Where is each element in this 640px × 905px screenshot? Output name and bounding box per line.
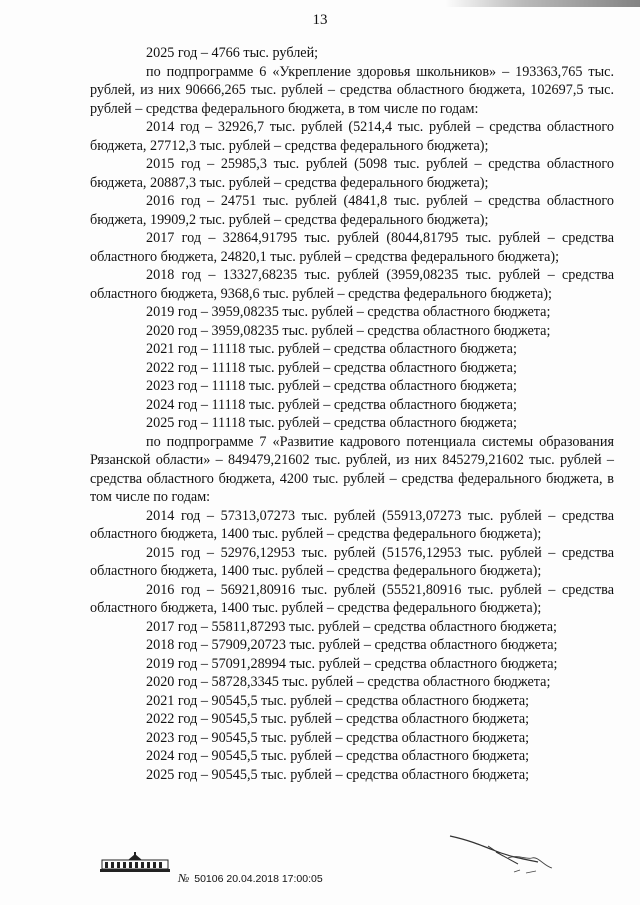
body-paragraph: 2015 год – 25985,3 тыс. рублей (5098 тыс. рублей – средства областного бюджета, 20887,3 тыс. рублей – средства федерального бюджета); — [90, 156, 614, 191]
body-paragraph: 2024 год – 90545,5 тыс. рублей – средства областного бюджета; — [146, 748, 530, 764]
body-paragraph: 2025 год – 11118 тыс. рублей – средства областного бюджета; — [146, 415, 517, 431]
page-number: 13 — [312, 12, 328, 28]
body-paragraph: 2022 год – 11118 тыс. рублей – средства областного бюджета; — [146, 359, 517, 376]
body-paragraph: 2016 год – 24751 тыс. рублей (4841,8 тыс. рублей – средства областного бюджета, 19909,2 тыс. рублей – средства федерального бюджета); — [90, 193, 614, 228]
body-paragraph: 2021 год – 90545,5 тыс. рублей – средства областного бюджета; — [146, 692, 530, 709]
body-paragraph: 2024 год – 11118 тыс. рублей – средства областного бюджета; — [146, 396, 517, 413]
body-paragraph: 2025 год – 90545,5 тыс. рублей – средства областного бюджета; — [146, 766, 530, 783]
body-paragraph: 2018 год – 13327,68235 тыс. рублей (3959,08235 тыс. рублей – средства областного бюджета, 9368,6 тыс. рублей – средства федерального бюджета); — [90, 267, 614, 302]
body-paragraph: 2018 год – 57909,20723 тыс. рублей – средства областного бюджета; — [146, 637, 558, 653]
body-paragraph: 2015 год – 52976,12953 тыс. рублей (51576,12953 тыс. рублей – средства областного бюджета, 1400 тыс. рублей – средства федерального бюджета); — [90, 544, 614, 579]
document-body — [90, 44, 614, 784]
document-registration-mark — [178, 871, 323, 886]
body-paragraph: 2025 год – 4766 тыс. рублей; — [146, 45, 319, 61]
body-paragraph: 2020 год – 58728,3345 тыс. рублей – средства областного бюджета; — [146, 674, 551, 690]
body-paragraph: 2022 год – 90545,5 тыс. рублей – средства областного бюджета; — [146, 711, 530, 727]
body-paragraph: 2017 год – 32864,91795 тыс. рублей (8044,81795 тыс. рублей – средства областного бюджета, 24820,1 тыс. рублей – средства федерального бюджета); — [90, 230, 614, 265]
handwritten-signature-icon — [448, 828, 558, 878]
body-paragraph: 2016 год – 56921,80916 тыс. рублей (55521,80916 тыс. рублей – средства областного бюджета, 1400 тыс. рублей – средства федерального бюджета); — [90, 581, 614, 616]
body-paragraph: 2023 год – 90545,5 тыс. рублей – средства областного бюджета; — [146, 729, 530, 746]
body-paragraph: 2023 год – 11118 тыс. рублей – средства областного бюджета; — [146, 378, 517, 394]
body-paragraph: 2019 год – 3959,08235 тыс. рублей – средства областного бюджета; — [146, 304, 551, 320]
scan-edge-smudge — [445, 0, 640, 7]
body-paragraph: 2014 год – 32926,7 тыс. рублей (5214,4 тыс. рублей – средства областного бюджета, 27712,3 тыс. рублей – средства федерального бюджета); — [90, 119, 614, 154]
government-building-stamp-icon — [100, 852, 170, 872]
body-paragraph: 2021 год – 11118 тыс. рублей – средства областного бюджета; — [146, 341, 517, 357]
registration-text: 50106 20.04.2018 17:00:05 — [194, 873, 323, 885]
body-paragraph: 2017 год – 55811,87293 тыс. рублей – средства областного бюджета; — [146, 618, 557, 635]
body-paragraph: 2019 год – 57091,28994 тыс. рублей – средства областного бюджета; — [146, 655, 558, 672]
body-paragraph: по подпрограмме 6 «Укрепление здоровья школьников» – 193363,765 тыс. рублей, из них 90666,265 тыс. рублей – средства областного бюджета, 102697,5 тыс. рублей – средства федерального бюджета, в том числе по годам: — [90, 63, 614, 117]
body-paragraph: 2014 год – 57313,07273 тыс. рублей (55913,07273 тыс. рублей – средства областного бюджета, 1400 тыс. рублей – средства федерального бюджета); — [90, 507, 614, 542]
body-paragraph: по подпрограмме 7 «Развитие кадрового потенциала системы образования Рязанской области» – 849479,21602 тыс. рублей, из них 845279,21602 тыс. рублей – средства областного бюджета, 4200 тыс. рублей – средства федерального бюджета, в том числе по годам: — [90, 433, 614, 505]
number-sign-icon: № — [178, 871, 190, 885]
body-paragraph: 2020 год – 3959,08235 тыс. рублей – средства областного бюджета; — [146, 322, 551, 339]
